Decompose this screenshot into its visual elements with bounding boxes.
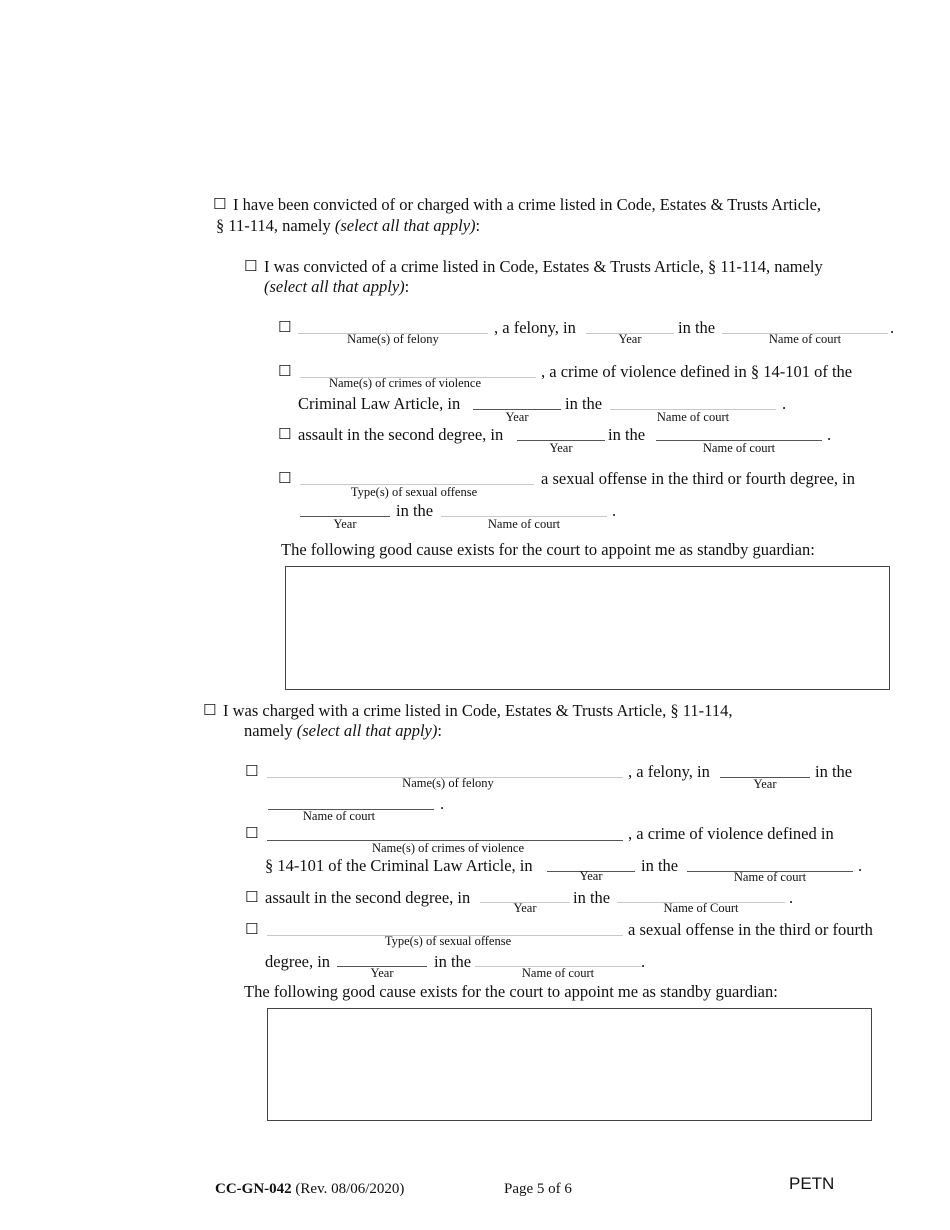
- section-heading-line2: § 11-114, namely (select all that apply):: [216, 216, 481, 235]
- chg-felony-checkbox[interactable]: ☐: [245, 762, 259, 780]
- conv-felony-year-label: Year: [618, 332, 642, 346]
- convicted-select-hint: (select all that apply):: [264, 277, 410, 296]
- chg-felony-text: , a felony, in: [628, 762, 710, 781]
- convicted-checkbox[interactable]: ☐: [244, 257, 258, 275]
- chg-felony-court-label: Name of court: [302, 809, 376, 823]
- conv-violence-name-label: Name(s) of crimes of violence: [328, 376, 482, 390]
- page-number: Page 5 of 6: [504, 1181, 572, 1197]
- conv-felony-court-label: Name of court: [768, 332, 842, 346]
- chg-sexual-checkbox[interactable]: ☐: [245, 920, 259, 938]
- form-code: PETN: [789, 1174, 835, 1193]
- chg-sexual-year-label: Year: [370, 966, 394, 980]
- conv-assault-year-label: Year: [549, 441, 573, 455]
- conv-felony-inthe: in the: [678, 318, 716, 337]
- conv-violence-year-label: Year: [505, 410, 529, 424]
- conv-violence-text2: Criminal Law Article, in: [298, 394, 461, 413]
- section-heading-text: § 11-114, namely: [216, 216, 335, 235]
- conv-violence-text: , a crime of violence defined in § 14-101 of the: [541, 362, 853, 381]
- chg-sexual-text: a sexual offense in the third or fourth: [628, 920, 873, 939]
- chg-good-cause-textarea[interactable]: [267, 1008, 872, 1121]
- conv-assault-checkbox[interactable]: ☐: [278, 425, 292, 443]
- section-heading-line1: I have been convicted of or charged with a crime listed in Code, Estates & Trusts Article,: [233, 195, 822, 214]
- conv-violence-court-label: Name of court: [656, 410, 730, 424]
- chg-sexual-text2: degree, in: [265, 952, 331, 971]
- charged-checkbox[interactable]: ☐: [203, 701, 217, 719]
- conv-good-cause-label: The following good cause exists for the court to appoint me as standby guardian:: [281, 540, 815, 559]
- conv-sexual-court-label: Name of court: [487, 517, 561, 531]
- select-all-hint: (select all that apply): [334, 216, 476, 235]
- chg-violence-text2: § 14-101 of the Criminal Law Article, in: [265, 856, 533, 875]
- chg-assault-text: assault in the second degree, in: [265, 888, 471, 907]
- chg-sexual-type-label: Type(s) of sexual offense: [384, 934, 512, 948]
- chg-violence-year-label: Year: [579, 869, 603, 883]
- charged-heading: I was charged with a crime listed in Code, Estates & Trusts Article, § 11-114,: [223, 701, 733, 720]
- chg-assault-year-label: Year: [513, 901, 537, 915]
- conv-felony-text: , a felony, in: [494, 318, 576, 337]
- chg-violence-court-label: Name of court: [733, 870, 807, 884]
- chg-violence-checkbox[interactable]: ☐: [245, 824, 259, 842]
- conv-sexual-year-label: Year: [333, 517, 357, 531]
- footer-form-info: [215, 1180, 404, 1198]
- conv-assault-court-label: Name of court: [702, 441, 776, 455]
- charged-select-hint: namely (select all that apply):: [244, 721, 442, 740]
- convicted-heading: I was convicted of a crime listed in Code, Estates & Trusts Article, § 11-114, namely: [264, 257, 823, 276]
- section-checkbox[interactable]: ☐: [213, 195, 227, 213]
- form-revision: (Rev. 08/06/2020): [291, 1181, 405, 1197]
- chg-violence-name-label: Name(s) of crimes of violence: [371, 841, 525, 855]
- conv-sexual-type-label: Type(s) of sexual offense: [350, 485, 478, 499]
- conv-assault-text: assault in the second degree, in: [298, 425, 504, 444]
- conv-felony-checkbox[interactable]: ☐: [278, 318, 292, 336]
- chg-assault-court-label: Name of Court: [663, 901, 739, 915]
- chg-sexual-court-label: Name of court: [521, 966, 595, 980]
- conv-felony-name-label: Name(s) of felony: [347, 332, 439, 346]
- form-number: CC-GN-042: [215, 1181, 292, 1197]
- form-page: ☐ I have been convicted of or charged with a crime listed in Code, Estates & Trusts Article, § 11-114, namely (select all that apply): ☐ I was convicted of a crime listed in Code, Estates & Trusts Article, § 11-114, namely (select all that apply): ☐ , a felony, in in the . Name(s) of felony Year Name of court ☐ , a crime of violence defined in § 14-101 of the Name(s) of crimes of violence Criminal Law Article, in in the . Year Name of court ☐ assault in the second degree, in in the . Year Name of court ☐ a sexual offense in the third or fourth degree, in Type(s) of sexual offense in the . Year Name of court The following good cause exists for the court to appoint me as standby guardian: ☐ I was charged with a crime listed in Code, Estates & Trusts Article, § 11-114, namely (select all that apply): ☐ , a felony, in in the Name(s) of felony Year . Name of court ☐ , a crime of violence defined in Name(s) of crimes of violence § 14-101 of the Criminal Law Article, in in the . Year Name of court ☐ assault in the second degree, in in the . Year Name of Court ☐ a sexual offense in the third or fourth Type(s) of sexual offense degree, in in the . Year Name of court The following good cause exists for the court to appoint me as standby guardian: CC-GN-042 (Rev. 08/06/2020) Page 5 of 6 PETN: [203, 195, 895, 1197]
- conv-violence-checkbox[interactable]: ☐: [278, 362, 292, 380]
- chg-felony-name-label: Name(s) of felony: [402, 776, 494, 790]
- chg-violence-text: , a crime of violence defined in: [628, 824, 834, 843]
- chg-assault-checkbox[interactable]: ☐: [245, 888, 259, 906]
- chg-good-cause-label: The following good cause exists for the court to appoint me as standby guardian:: [244, 982, 778, 1001]
- conv-sexual-checkbox[interactable]: ☐: [278, 469, 292, 487]
- conv-good-cause-textarea[interactable]: [285, 566, 890, 690]
- conv-sexual-text: a sexual offense in the third or fourth degree, in: [541, 469, 856, 488]
- chg-felony-year-label: Year: [753, 777, 777, 791]
